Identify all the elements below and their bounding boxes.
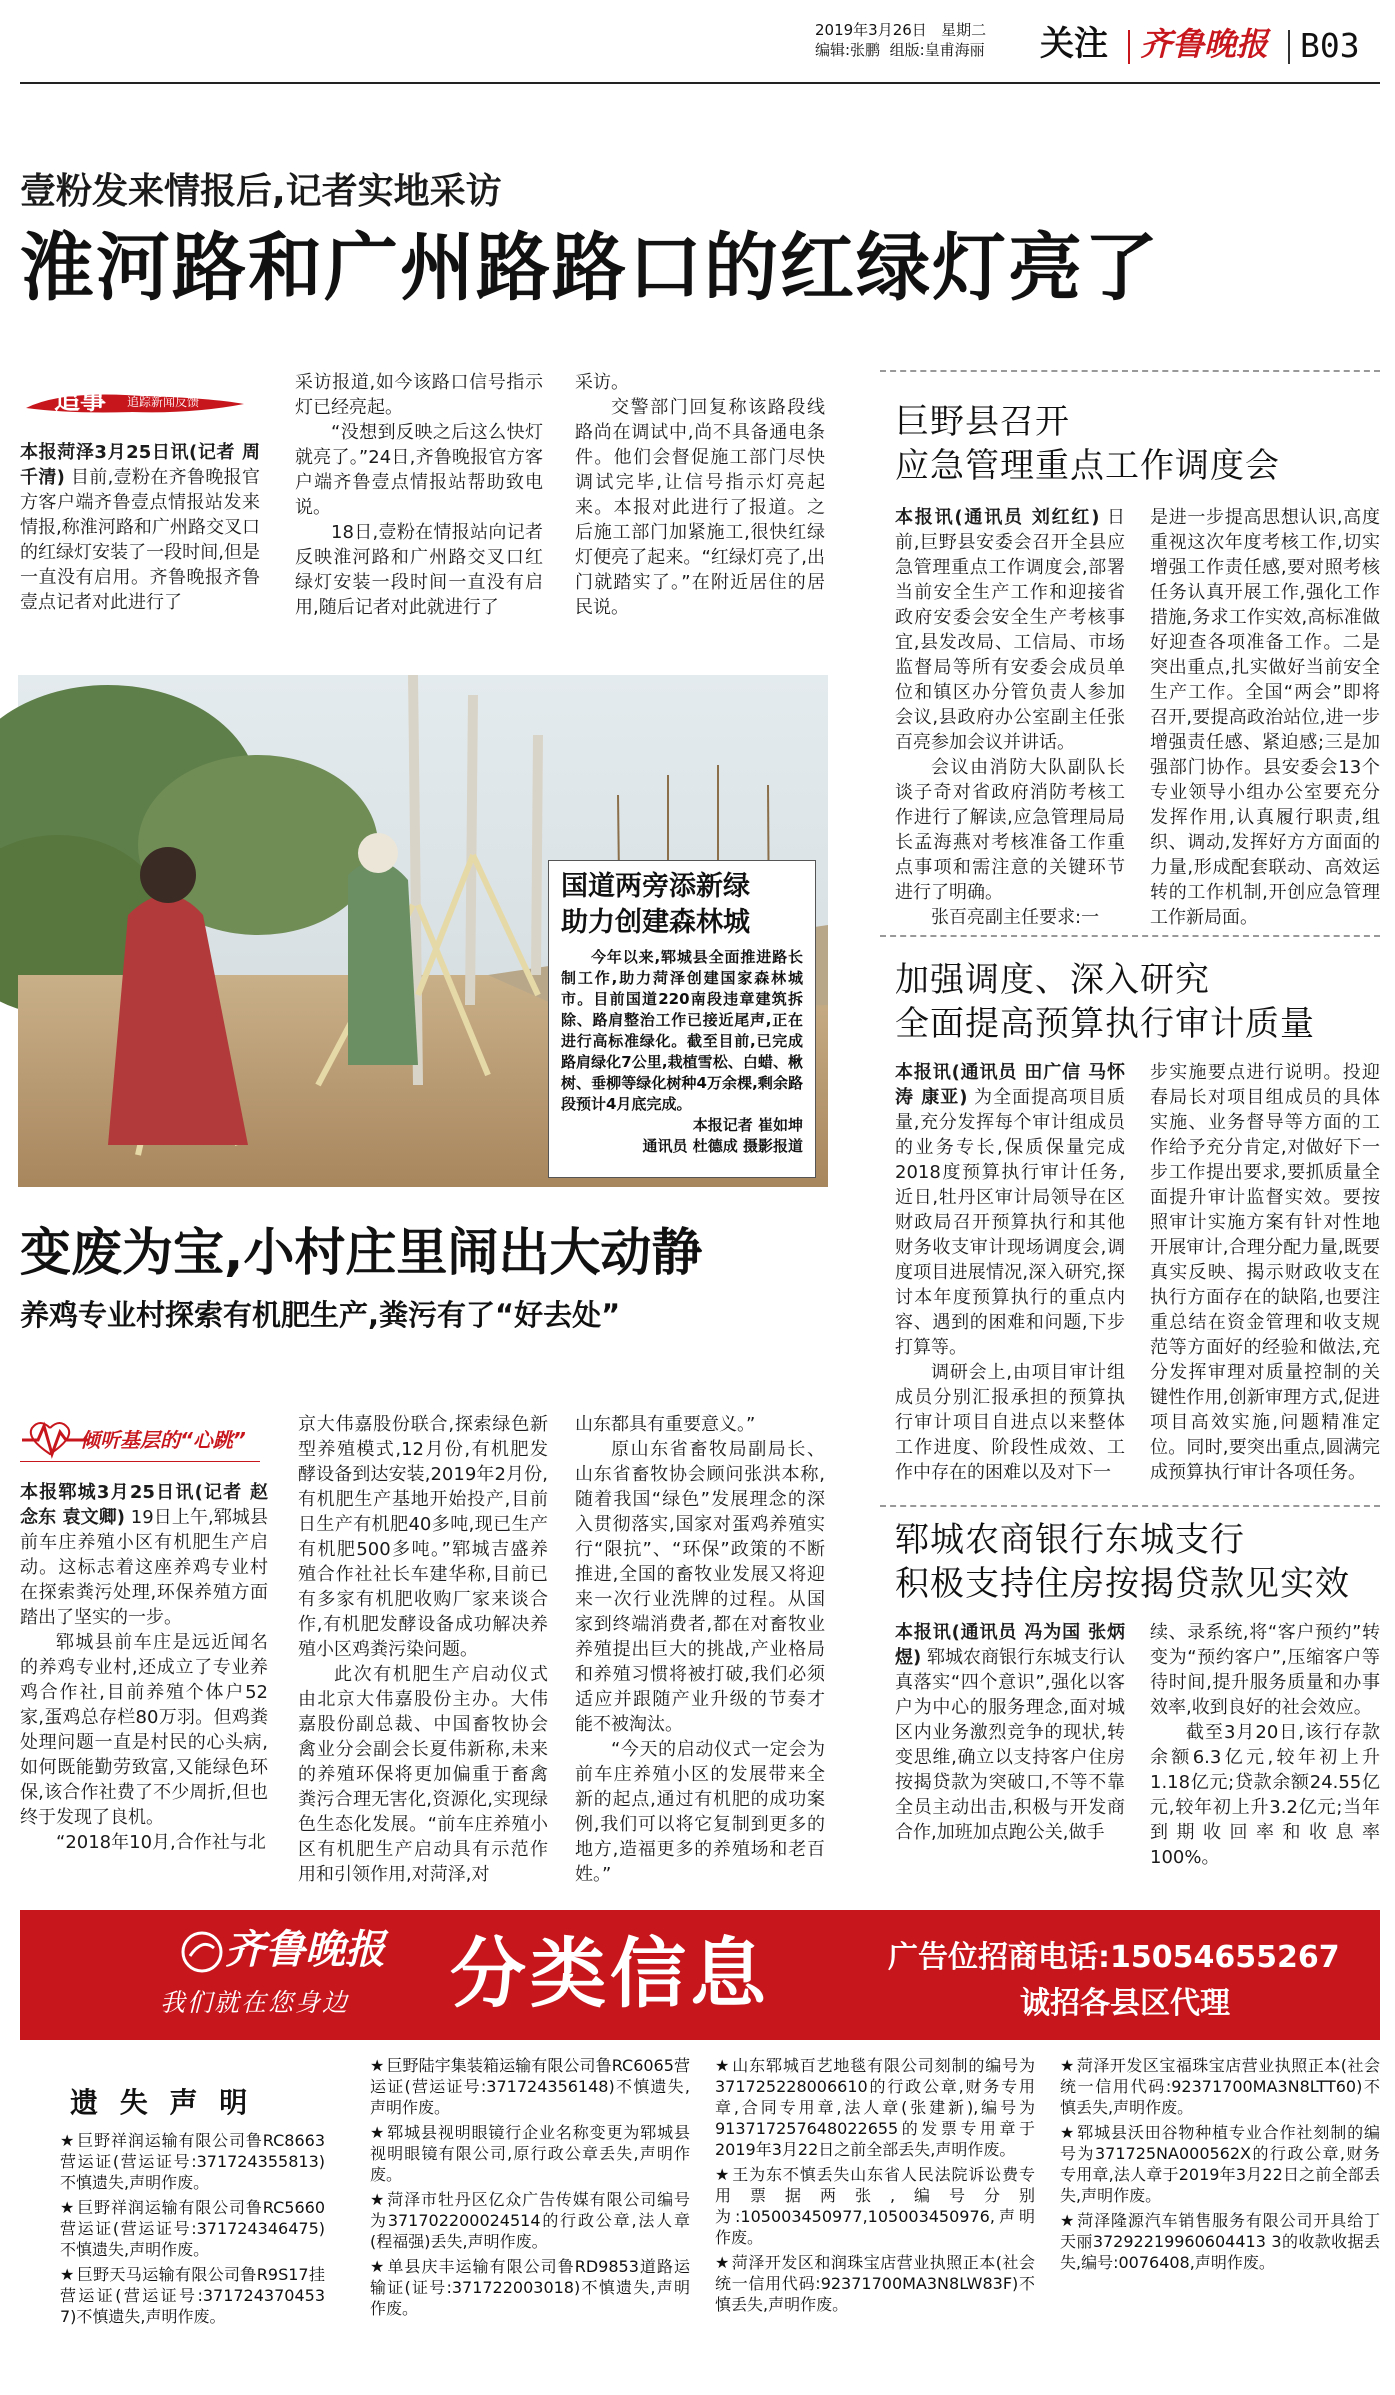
article1-col2-p3: 18日,壹粉在情报站向记者反映淮河路和广州路交叉口红绿灯安装一段时间一直没有启用,随后记者对此就进行了 (295, 522, 543, 618)
article2-col3-p1: 山东都具有重要意义。” (575, 1414, 756, 1435)
article4-col2-text: 步实施要点进行说明。投迎春局长对项目组成员的具体实施、业务督导等方面的工作给予充分肯定,对做好下一步工作提出要求,要抓质量全面提升审计监督实效。要按照审计实施方案有针对性地开展审计,合理分配力量,既要真实反映、揭示财政收支在执行方面存在的缺陷,也要注重总结在资金管理和收支规范等方面好的经验和做法,充分发挥审理对质量控制的关键性作用,创新审理方式,促进项目高效实施,问题精准定位。同时,要突出重点,圆满完成预算执行审计各项任务。 (1150, 1062, 1380, 1483)
article4-col1 (895, 1060, 1125, 1500)
article4-col1-p1: 为全面提高项目质量,充分发挥每个审计组成员的业务专长,保质保量完成2018度预算执行审计任务,近日,牡丹区审计局领导在区财政局召开预算执行和其他财务收支审计现场调度会,调度项目进展情况,深入研究,探讨本年度预算执行的重点内容、遇到的困难和问题,下步打算等。 (895, 1087, 1125, 1358)
article5-col2-p1: 续、录系统,将“客户预约”转变为“预约客户”,压缩客户等待时间,提升服务质量和办事效率,收到良好的社会效应。 (1150, 1622, 1380, 1718)
ad-item (60, 2264, 325, 2327)
article2-col2 (298, 1412, 548, 1960)
star-icon: ★ (370, 2056, 385, 2075)
header-divider (1128, 30, 1130, 64)
star-icon: ★ (60, 2265, 75, 2284)
article1-col3-p2: 交警部门回复称该路段线路尚在调试中,尚不具备通电条件。他们会督促施工部门尽快调试完毕,让信号指示灯亮起来。本报对此进行了报道。之后施工部门加紧施工,很快红绿灯便亮了起来。“红绿灯亮了,出门就踏实了。”在附近居住的居民说。 (575, 397, 825, 618)
ad-item (370, 2189, 690, 2252)
ads-title: 分类信息 (450, 1929, 770, 2018)
header-layout: 组版:皇甫海丽 (889, 41, 985, 59)
ads-phone-line (888, 1938, 1340, 1978)
section-name: 关注 (1040, 24, 1108, 64)
header-weekday: 星期二 (941, 21, 987, 39)
ad-text: 巨野祥润运输有限公司鲁RC8663营运证(营运证号:371724355813)不慎遗失,声明作废。 (60, 2131, 325, 2192)
article1-col2 (295, 370, 543, 618)
article4-col1-p2: 调研会上,由项目审计组成员分别汇报承担的预算执行审计项目自进点以来整体工作进度、阶段性成效、工作中存在的困难以及对下一 (895, 1362, 1125, 1483)
article2-badge (20, 1418, 260, 1462)
star-icon: ★ (1060, 2123, 1076, 2142)
ad-text: 菏泽开发区宝福珠宝店营业执照正本(社会统一信用代码:92371700MA3N8LTT60)不慎丢失,声明作废。 (1060, 2056, 1380, 2117)
star-icon: ★ (715, 2253, 730, 2272)
ad-item (370, 2256, 690, 2319)
article1-col3 (575, 370, 825, 618)
article5-col2-p2: 截至3月20日,该行存款余额6.3亿元,较年初上升1.18亿元;贷款余额24.55亿元,较年初上升3.2亿元;当年到期收回率和收息率100%。 (1150, 1722, 1380, 1868)
photo-credit-1: 本报记者 崔如坤 (692, 1116, 803, 1134)
news-photo (18, 675, 828, 1187)
ad-text: 王为东不慎丢失山东省人民法院诉讼费专用票据两张,编号分别为:105003450977,105003450976,声明作废。 (715, 2165, 1035, 2247)
star-icon: ★ (1060, 2211, 1076, 2230)
ad-text: 菏泽开发区和润珠宝店营业执照正本(社会统一信用代码:92371700MA3N8LW83F)不慎丢失,声明作废。 (715, 2253, 1035, 2314)
photo-caption: 今年以来,郓城县全面推进路长制工作,助力菏泽创建国家森林城市。目前国道220南段违章建筑拆除、路肩整治工作已接近尾声,正在进行高标准绿化。截至目前,已完成路肩绿化7公里,栽植雪松、白蜡、楸树、垂柳等绿化树种4万余棵,剩余路段预计4月底完成。 (561, 948, 803, 1113)
ads-col2 (370, 2055, 690, 2385)
star-icon: ★ (370, 2257, 386, 2276)
article5-col1 (895, 1620, 1125, 1880)
article2-col2-p2: 此次有机肥生产启动仪式由北京大伟嘉股份主办。大伟嘉股份副总裁、中国畜牧协会禽业分会副会长夏伟新称,未来的养殖环保将更加偏重于畜禽粪污合理无害化,资源化,实现绿色生态化发展。“前车庄养殖小区有机肥生产启动具有示范作用和引领作用,对菏泽,对 (298, 1664, 548, 1885)
star-icon: ★ (715, 2165, 731, 2184)
ad-text: 巨野祥润运输有限公司鲁RC5660营运证(营运证号:371724346475)不慎遗失,声明作废。 (60, 2198, 325, 2259)
ads-logo: 齐鲁晚报 (225, 1926, 385, 1973)
article4-col2 (1150, 1060, 1380, 1500)
ads-col3 (715, 2055, 1035, 2385)
ads-recruit: 诚招各县区代理 (1020, 1986, 1230, 2021)
article5-col2 (1150, 1620, 1380, 1880)
ads-col1 (60, 2130, 325, 2385)
ad-item (715, 2164, 1035, 2248)
star-icon: ★ (715, 2056, 731, 2075)
article1-badge (22, 384, 248, 418)
header-date: 2019年3月26日 (815, 21, 927, 39)
star-icon: ★ (370, 2123, 386, 2142)
classified-banner (20, 1910, 1380, 2040)
article2-col1 (20, 1480, 268, 1960)
article1-col3-p1: 采访。 (575, 372, 629, 393)
ads-phone[interactable]: 15054655267 (1110, 1940, 1340, 1975)
article1-byline: 本报菏泽3月25日讯(记者 周千清) (20, 442, 260, 488)
ad-text: 菏泽市牡丹区亿众广告传媒有限公司编号为371702200024514的行政公章,法人章(程福强)丢失,声明作废。 (370, 2190, 690, 2251)
article1-col1-text: 目前,壹粉在齐鲁晚报官方客户端齐鲁壹点情报站发来情报,称淮河路和广州路交叉口的红绿灯安装了一段时间,但是一直没有启用。齐鲁晚报齐鲁壹点记者对此进行了 (20, 467, 260, 613)
article3-byline: 本报讯(通讯员 刘红红) (895, 507, 1100, 528)
ad-item (370, 2122, 690, 2185)
star-icon: ★ (60, 2198, 76, 2217)
badge-subtext: 追踪新闻反馈 (127, 395, 200, 409)
article2-col1-p2: 郓城县前车庄是远近闻名的养鸡专业村,还成立了专业养鸡合作社,目前养殖个体户52家,蛋鸡总存栏80万羽。但鸡粪处理问题一直是村民的心头病,如何既能勤劳致富,又能绿色环保,该合作社费了不少周折,但也终于发现了良机。 (20, 1632, 268, 1828)
ad-item (1060, 2055, 1380, 2118)
ad-item (1060, 2122, 1380, 2206)
ad-text: 菏泽隆源汽车销售服务有限公司开具给丁天丽37292219960604413 3的收款收据丢失,编号:0076408,声明作废。 (1060, 2211, 1380, 2272)
article1-col2-p1: 采访报道,如今该路口信号指示灯已经亮起。 (295, 372, 543, 418)
article1-col1 (20, 440, 260, 613)
article2-col3 (575, 1412, 825, 1960)
article3-col1-p2: 会议由消防大队副队长谈子奇对省政府消防考核工作进行了解读,应急管理局局长孟海燕对考核准备工作重点事项和需注意的关键环节进行了明确。 (895, 757, 1125, 903)
right-divider-top (880, 370, 1380, 372)
badge-text: 追事 (54, 386, 107, 416)
ad-item (370, 2055, 690, 2118)
article2-byline: 本报郓城3月25日讯(记者 赵念东 袁文卿) (20, 1482, 268, 1528)
article1-headline: 淮河路和广州路路口的红绿灯亮了 (20, 225, 1160, 311)
lost-notice-title: 遗 失 声 明 (70, 2086, 254, 2119)
article2-col1-p1: 19日上午,郓城县前车庄养殖小区有机肥生产启动。这标志着这座养鸡专业村在探索粪污处理,环保养殖方面踏出了坚实的一步。 (20, 1507, 268, 1628)
ad-item (715, 2055, 1035, 2160)
article5-headline: 郓城农商银行东城支行 积极支持住房按揭贷款见实效 (895, 1520, 1350, 1604)
star-icon: ★ (60, 2131, 76, 2150)
article3-col2-text: 是进一步提高思想认识,高度重视这次年度考核工作,切实增强工作责任感,要对照考核任务认真开展工作,强化工作措施,务求工作实效,高标准做好迎查各项准备工作。二是突出重点,扎实做好当前安全生产工作。全国“两会”即将召开,要提高政治站位,进一步增强责任感、紧迫感;三是加强部门协作。县安委会13个专业领导小组办公室要充分发挥作用,认真履行职责,组织、调动,发挥好方方面面的力量,形成配套联动、高效运转的工作机制,开创应急管理工作新局面。 (1150, 507, 1380, 928)
header-divider-2 (1288, 30, 1290, 64)
header-editor: 编辑:张鹏 (815, 41, 881, 59)
article4-headline: 加强调度、深入研究 全面提高预算执行审计质量 (895, 960, 1315, 1044)
article3-col2 (1150, 505, 1380, 928)
header-meta (815, 20, 1065, 60)
article5-col1-text: 郓城农商银行东城支行认真落实“四个意识”,强化以客户为中心的服务理念,面对城区内业务激烈竞争的现状,转变思维,确立以支持客户住房按揭贷款为突破口,不等不靠全员主动出击,积极与开发商合作,加班加点跑公关,做手 (895, 1647, 1125, 1843)
photo-title: 国道两旁添新绿 助力创建森林城 (561, 871, 750, 938)
ad-text: 巨野陆宇集装箱运输有限公司鲁RC6065营运证(营运证号:371724356148)不慎遗失,声明作废。 (370, 2056, 690, 2117)
article2-col3-p3: “今天的启动仪式一定会为前车庄养殖小区的发展带来全新的起点,通过有机肥的成功案例,我们可以将它复制到更多的地方,造福更多的养殖场和老百姓。” (575, 1739, 825, 1885)
ads-col4 (1060, 2055, 1380, 2385)
article2-col3-p2: 原山东省畜牧局副局长、山东省畜牧协会顾问张洪本称,随着我国“绿色”发展理念的深入贯彻落实,国家对蛋鸡养殖实行“限抗”、“环保”政策的不断推进,全国的畜牧业发展又将迎来一次行业洗牌的过程。从国家到终端消费者,都在对畜牧业养殖提出巨大的挑战,产业格局和养殖习惯将被打破,我们必须适应并跟随产业升级的节奏才能不被淘汰。 (575, 1439, 825, 1735)
article2-headline: 变废为宝,小村庄里闹出大动静 (20, 1224, 703, 1283)
ad-text: 山东郓城百艺地毯有限公司刻制的编号为371725228006610的行政公章,财务专用章,合同专用章,法人章(张建新),编号为913717257648022655的发票专用章于2019年3月22日之前全部丢失,声明作废。 (715, 2056, 1035, 2159)
ad-text: 郓城县沃田谷物种植专业合作社刻制的编号为371725NA000562X的行政公章,财务专用章,法人章于2019年3月22日之前全部丢失,声明作废。 (1060, 2123, 1380, 2205)
ad-item (1060, 2210, 1380, 2273)
header-rule (20, 82, 1380, 84)
article4-byline: 本报讯(通讯员 田广信 马怀涛 康亚) (895, 1062, 1125, 1108)
article2-badge-text: 倾听基层的“心跳” (80, 1428, 246, 1452)
ads-slogan: 我们就在您身边 (160, 1988, 350, 2017)
article1-kicker: 壹粉发来情报后,记者实地采访 (20, 171, 502, 212)
ad-item (60, 2197, 325, 2260)
article3-col1 (895, 505, 1125, 928)
right-divider-3 (880, 1505, 1380, 1507)
article3-headline: 巨野县召开 应急管理重点工作调度会 (895, 402, 1280, 486)
page-number: B03 (1300, 26, 1360, 65)
ad-text: 单县庆丰运输有限公司鲁RD9853道路运输证(证号:371722003018)不慎遗失,声明作废。 (370, 2257, 690, 2318)
ads-phone-label: 广告位招商电话: (888, 1940, 1110, 1975)
ad-item (60, 2130, 325, 2193)
ad-text: 巨野天马运输有限公司鲁R9S17挂营运证(营运证号:371724370453 7)不慎遗失,声明作废。 (60, 2265, 325, 2326)
paper-logo-icon (180, 1930, 224, 1974)
star-icon: ★ (1060, 2056, 1075, 2075)
star-icon: ★ (370, 2190, 386, 2209)
photo-caption-box (548, 860, 816, 1178)
paper-logo: 齐鲁晚报 (1140, 25, 1269, 63)
article1-col2-p2: “没想到反映之后这么快灯就亮了。”24日,齐鲁晚报官方客户端齐鲁壹点情报站帮助致电说。 (295, 422, 543, 518)
right-divider-2 (880, 935, 1380, 937)
article5-byline: 本报讯(通讯员 冯为国 张炳煜) (895, 1622, 1125, 1668)
article2-subhead: 养鸡专业村探索有机肥生产,粪污有了“好去处” (20, 1298, 621, 1332)
article2-col1-p3: “2018年10月,合作社与北 (56, 1832, 266, 1853)
article2-col2-p1: 京大伟嘉股份联合,探索绿色新型养殖模式,12月份,有机肥发酵设备到达安装,2019年2月份,有机肥生产基地开始投产,目前日生产有机肥40多吨,现已生产有机肥500多吨。”郓城吉盛养殖合作社社长车建华称,目前已有多家有机肥收购厂家来谈合作,有机肥发酵设备成功解决养殖小区鸡粪污染问题。 (298, 1414, 548, 1660)
photo-credit-2: 通讯员 杜德成 摄影报道 (642, 1137, 803, 1155)
article3-col1-p1: 日前,巨野县安委会召开全县应急管理重点工作调度会,部署当前安全生产工作和迎接省政府安委会安全生产考核事宜,县发改局、工信局、市场监督局等所有安委会成员单位和镇区办分管负责人参加会议,县政府办公室副主任张百亮参加会议并讲话。 (895, 507, 1125, 753)
ad-text: 郓城县视明眼镜行企业名称变更为郓城县视明眼镜有限公司,原行政公章丢失,声明作废。 (370, 2123, 690, 2184)
article3-col1-p3: 张百亮副主任要求:一 (931, 907, 1100, 928)
ad-item (715, 2252, 1035, 2315)
